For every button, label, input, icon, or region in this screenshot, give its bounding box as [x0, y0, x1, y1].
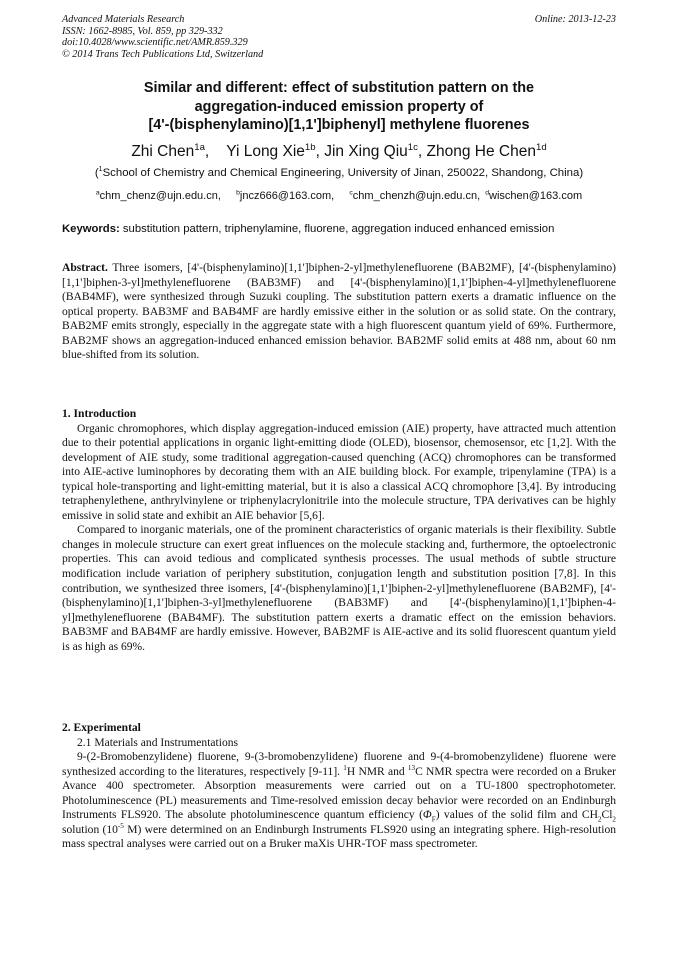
subscript: 2 — [597, 815, 602, 824]
journal-doi: doi:10.4028/www.scientific.net/AMR.859.329 — [62, 37, 248, 49]
email-list — [62, 189, 616, 204]
email-sup: a — [95, 189, 100, 197]
journal-copyright: © 2014 Trans Tech Publications Ltd, Switzerland — [62, 48, 264, 60]
keywords-text: substitution pattern, triphenylamine, fluorene, aggregation induced enhanced emission — [119, 223, 555, 235]
section-heading: 1. Introduction — [62, 408, 137, 420]
text-run: Cl — [601, 809, 613, 822]
author-separator: , — [315, 143, 325, 160]
email-address: wischen@163.com — [489, 190, 583, 202]
author-sup: 1d — [535, 141, 547, 153]
author-name: Zhong He Chen — [426, 143, 536, 160]
abstract-text: Three isomers, [4'-(bisphenylamino)[1,1']biphen-2-yl]methylenefluorene (BAB2MF), [4'-(bisphenylamino)[1,1']biphen-3-yl]methylenefluorene (BAB3MF) and [4'-(bisphenylamino)[1,1']biphen-4-yl]methylenefluorene (BAB4MF), were synthesized through Suzuki coupling. The substitution pattern exerts a dramatic influence on the optical property. BAB3MF and BAB4MF are hardly emissive either in the solution or as solid state. On the contrary, BAB2MF emits strongly, especially in the aggregate state with a high fluorescent quantum yield of 69%. Furthermore, BAB2MF shows an aggregation-induced enhanced emission behavior. BAB2MF solid emits at 488 nm, about 60 nm blue-shifted from its solution. — [62, 262, 616, 362]
journal-issn: ISSN: 1662-8985, Vol. 859, pp 329-332 — [62, 25, 223, 37]
email-sup: c — [349, 189, 353, 197]
author-sup: 1a — [194, 141, 205, 153]
text-run: ) values of the solid film and CH — [435, 809, 598, 822]
paragraph — [62, 750, 616, 852]
experimental-section — [62, 721, 616, 852]
title-line-1: Similar and different: effect of substitution pattern on the — [143, 80, 535, 96]
journal-name: Advanced Materials Research — [62, 14, 185, 25]
superscript: 1 — [343, 763, 347, 772]
email-address: jncz666@163.com, — [239, 190, 335, 202]
text-run: C NMR spectra were recorded on a Bruker Avance 400 spectrometer. Absorption measurements were carried out on a TU-1800 spectrophotometer. Photoluminescence (PL) measurements and Time-resolved emission decay behavior were recorded on an Endinburgh Instruments FLS920. The absolute photoluminescence quantum efficiency ( — [62, 765, 617, 822]
abstract — [62, 261, 616, 363]
subscript: 2 — [612, 815, 616, 824]
paragraph: Compared to inorganic materials, one of the prominent characteristics of organic materials is their flexibility. Subtle changes in molecule structure can exert great influences on the molecule stacking and, furthermore, the optoelectronic properties. This can avoid tedious and complicated synthesis processes. The usual methods of subtle structure modification include variation of periphery substitution, conjugation length and substitution position [7,8]. In this contribution, we synthesized three isomers, [4'-(bisphenylamino)[1,1']biphen-2-yl]methylenefluorene (BAB2MF), [4'-(bisphenylamino)[1,1']biphen-3-yl]methylenefluorene (BAB3MF) and [4'-(bisphenylamino)[1,1']biphen-4-yl]methylenefluorene (BAB4MF). The substitution pattern exerts a dramatic effect on the emission behaviors. BAB3MF and BAB4MF are hardly emissive. However, BAB2MF is AIE-active and its solid fluorescent quantum yield is as high as 69%. — [62, 524, 616, 653]
subsection-heading: 2.1 Materials and Instrumentations — [77, 736, 238, 749]
affiliation-text: School of Chemistry and Chemical Engineering, University of Jinan, 250022, Shandong, China) — [102, 167, 584, 179]
title-line-3: [4'-(bisphenylamino)[1,1']biphenyl] methylene fluorenes — [148, 117, 530, 133]
email-sup: d — [485, 189, 490, 197]
superscript: -5 — [117, 821, 124, 830]
text-run: solution (10 — [62, 823, 118, 836]
keywords-label: Keywords: — [62, 223, 120, 235]
journal-header — [62, 14, 616, 60]
affiliation-open: ( — [94, 167, 99, 179]
email-sup: b — [236, 189, 240, 197]
paper-title — [62, 79, 616, 135]
superscript: 13 — [407, 763, 416, 772]
author-sup: 1c — [407, 141, 418, 153]
section-heading: 2. Experimental — [62, 722, 141, 734]
abstract-label: Abstract. — [62, 262, 108, 274]
affiliation — [62, 166, 616, 181]
author-separator: , — [417, 143, 427, 160]
paragraph: Organic chromophores, which display aggregation-induced emission (AIE) property, have attracted much attention due to their potential applications in organic light-emitting diode (OLED), biosensor, chemosensor, etc [1,2]. With the development of AIE study, some traditional aggregation-caused quenching (ACQ) chromophores can be transformed into AIE-active luminophores by decorating them with an AIE building block. For example, tripenylamine (TPA) is a typical hole-transporting and light-emitting material, but it is also a classical ACQ chromophore [3,4]. By introducing tetraphenylethene, anthrylvinylene or triphenylacrylonitrile into the molecule structure, TPA derivatives can be highly emissive in solid state and exhibit an AIE behavior [5,6]. — [62, 422, 616, 522]
online-date: Online: 2013-12-23 — [534, 14, 616, 25]
phi-symbol: Φ — [422, 809, 432, 822]
text-run: M) were determined on an Endinburgh Instruments FLS920 using an integrating sphere. High-resolution mass spectral analyses were carried out on a Bruker maXis UHR-TOF mass spectrometer. — [62, 823, 616, 851]
email-address: chm_chenz@ujn.edu.cn, — [99, 190, 221, 202]
text-run: 9-(2-Bromobenzylidene) fluorene, 9-(3-bromobenzylidene) fluorene and 9-(4-bromobenzylidene) fluorene were synthesized according to the literatures, respectively [9-11]. — [62, 751, 616, 778]
author-separator: , — [204, 143, 227, 160]
author-name: Jin Xing Qiu — [324, 143, 408, 160]
author-name: Yi Long Xie — [226, 143, 305, 160]
author-name: Zhi Chen — [131, 143, 195, 160]
email-address: chm_chenzh@ujn.edu.cn, — [352, 190, 481, 202]
affiliation-sup: 1 — [98, 166, 103, 174]
keywords — [62, 222, 622, 237]
author-sup: 1b — [304, 141, 316, 153]
subscript: F — [431, 815, 436, 824]
title-line-2: aggregation-induced emission property of — [194, 98, 484, 115]
text-run: H NMR and — [346, 765, 408, 778]
introduction-section — [62, 407, 616, 654]
author-list — [62, 142, 616, 161]
